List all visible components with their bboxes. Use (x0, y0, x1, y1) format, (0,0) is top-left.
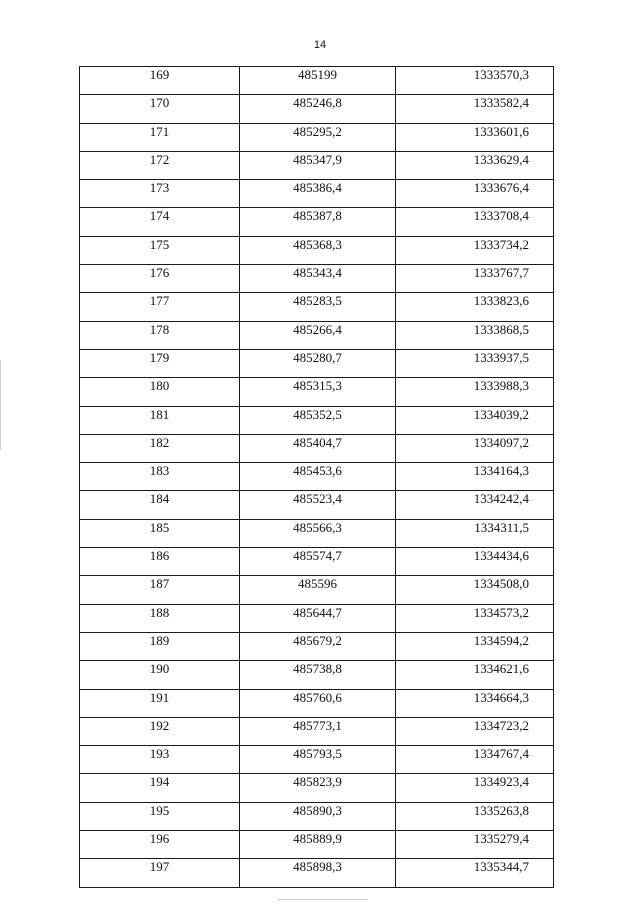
table-row (80, 717, 554, 745)
y-coordinate-cell: 1333868,5 (396, 321, 554, 349)
y-coordinate-cell: 1334508,0 (396, 576, 554, 604)
y-coordinate-cell: 1334039,2 (396, 406, 554, 434)
coordinates-table (79, 66, 554, 888)
y-coordinate-cell: 1335344,7 (396, 859, 554, 887)
point-number-cell: 192 (80, 717, 240, 745)
table-row (80, 632, 554, 660)
y-coordinate-cell: 1334723,2 (396, 717, 554, 745)
x-coordinate-cell: 485295,2 (240, 123, 396, 151)
y-coordinate-cell: 1335263,8 (396, 802, 554, 830)
y-coordinate-cell: 1334621,6 (396, 661, 554, 689)
x-coordinate-cell: 485387,8 (240, 208, 396, 236)
page-number: 14 (313, 39, 327, 51)
x-coordinate-cell: 485793,5 (240, 746, 396, 774)
table-row (80, 349, 554, 377)
table-row (80, 208, 554, 236)
point-number-cell: 189 (80, 632, 240, 660)
y-coordinate-cell: 1333988,3 (396, 378, 554, 406)
table-row (80, 859, 554, 887)
point-number-cell: 169 (80, 67, 240, 95)
y-coordinate-cell: 1334767,4 (396, 746, 554, 774)
x-coordinate-cell: 485404,7 (240, 434, 396, 462)
x-coordinate-cell: 485199 (240, 67, 396, 95)
scan-bottom-mark (278, 899, 368, 900)
y-coordinate-cell: 1333676,4 (396, 180, 554, 208)
x-coordinate-cell: 485823,9 (240, 774, 396, 802)
y-coordinate-cell: 1334594,2 (396, 632, 554, 660)
x-coordinate-cell: 485280,7 (240, 349, 396, 377)
point-number-cell: 176 (80, 265, 240, 293)
table-row (80, 802, 554, 830)
table-row (80, 151, 554, 179)
x-coordinate-cell: 485566,3 (240, 519, 396, 547)
x-coordinate-cell: 485315,3 (240, 378, 396, 406)
y-coordinate-cell: 1334242,4 (396, 491, 554, 519)
point-number-cell: 187 (80, 576, 240, 604)
table-row (80, 95, 554, 123)
y-coordinate-cell: 1334164,3 (396, 463, 554, 491)
table-row (80, 519, 554, 547)
table-row (80, 180, 554, 208)
table-row (80, 434, 554, 462)
x-coordinate-cell: 485266,4 (240, 321, 396, 349)
point-number-cell: 171 (80, 123, 240, 151)
table-row (80, 463, 554, 491)
x-coordinate-cell: 485890,3 (240, 802, 396, 830)
point-number-cell: 180 (80, 378, 240, 406)
x-coordinate-cell: 485773,1 (240, 717, 396, 745)
point-number-cell: 184 (80, 491, 240, 519)
point-number-cell: 174 (80, 208, 240, 236)
table-row (80, 378, 554, 406)
table-row (80, 576, 554, 604)
y-coordinate-cell: 1333601,6 (396, 123, 554, 151)
table-row (80, 491, 554, 519)
x-coordinate-cell: 485889,9 (240, 831, 396, 859)
point-number-cell: 173 (80, 180, 240, 208)
x-coordinate-cell: 485644,7 (240, 604, 396, 632)
point-number-cell: 197 (80, 859, 240, 887)
x-coordinate-cell: 485679,2 (240, 632, 396, 660)
y-coordinate-cell: 1334923,4 (396, 774, 554, 802)
y-coordinate-cell: 1333570,3 (396, 67, 554, 95)
y-coordinate-cell: 1333823,6 (396, 293, 554, 321)
x-coordinate-cell: 485386,4 (240, 180, 396, 208)
scan-edge-mark (0, 360, 5, 450)
x-coordinate-cell: 485246,8 (240, 95, 396, 123)
y-coordinate-cell: 1333582,4 (396, 95, 554, 123)
table-row (80, 774, 554, 802)
point-number-cell: 194 (80, 774, 240, 802)
point-number-cell: 195 (80, 802, 240, 830)
table-row (80, 831, 554, 859)
point-number-cell: 196 (80, 831, 240, 859)
x-coordinate-cell: 485523,4 (240, 491, 396, 519)
point-number-cell: 185 (80, 519, 240, 547)
point-number-cell: 179 (80, 349, 240, 377)
table-row (80, 746, 554, 774)
table-row (80, 406, 554, 434)
x-coordinate-cell: 485738,8 (240, 661, 396, 689)
point-number-cell: 182 (80, 434, 240, 462)
table-row (80, 604, 554, 632)
table-row (80, 265, 554, 293)
point-number-cell: 175 (80, 236, 240, 264)
point-number-cell: 178 (80, 321, 240, 349)
x-coordinate-cell: 485283,5 (240, 293, 396, 321)
x-coordinate-cell: 485368,3 (240, 236, 396, 264)
y-coordinate-cell: 1335279,4 (396, 831, 554, 859)
table-row (80, 67, 554, 95)
y-coordinate-cell: 1334573,2 (396, 604, 554, 632)
y-coordinate-cell: 1333708,4 (396, 208, 554, 236)
x-coordinate-cell: 485347,9 (240, 151, 396, 179)
point-number-cell: 177 (80, 293, 240, 321)
table-row (80, 236, 554, 264)
point-number-cell: 172 (80, 151, 240, 179)
y-coordinate-cell: 1334434,6 (396, 548, 554, 576)
y-coordinate-cell: 1334664,3 (396, 689, 554, 717)
y-coordinate-cell: 1333937,5 (396, 349, 554, 377)
table-row (80, 689, 554, 717)
x-coordinate-cell: 485574,7 (240, 548, 396, 576)
x-coordinate-cell: 485898,3 (240, 859, 396, 887)
y-coordinate-cell: 1333629,4 (396, 151, 554, 179)
table-row (80, 293, 554, 321)
table-row (80, 548, 554, 576)
point-number-cell: 170 (80, 95, 240, 123)
point-number-cell: 190 (80, 661, 240, 689)
x-coordinate-cell: 485760,6 (240, 689, 396, 717)
point-number-cell: 188 (80, 604, 240, 632)
point-number-cell: 186 (80, 548, 240, 576)
point-number-cell: 183 (80, 463, 240, 491)
table-row (80, 661, 554, 689)
point-number-cell: 193 (80, 746, 240, 774)
x-coordinate-cell: 485352,5 (240, 406, 396, 434)
table-row (80, 123, 554, 151)
x-coordinate-cell: 485596 (240, 576, 396, 604)
coordinates-table-body (80, 67, 554, 888)
point-number-cell: 181 (80, 406, 240, 434)
table-row (80, 321, 554, 349)
y-coordinate-cell: 1333767,7 (396, 265, 554, 293)
point-number-cell: 191 (80, 689, 240, 717)
x-coordinate-cell: 485453,6 (240, 463, 396, 491)
y-coordinate-cell: 1334311,5 (396, 519, 554, 547)
x-coordinate-cell: 485343,4 (240, 265, 396, 293)
y-coordinate-cell: 1333734,2 (396, 236, 554, 264)
y-coordinate-cell: 1334097,2 (396, 434, 554, 462)
